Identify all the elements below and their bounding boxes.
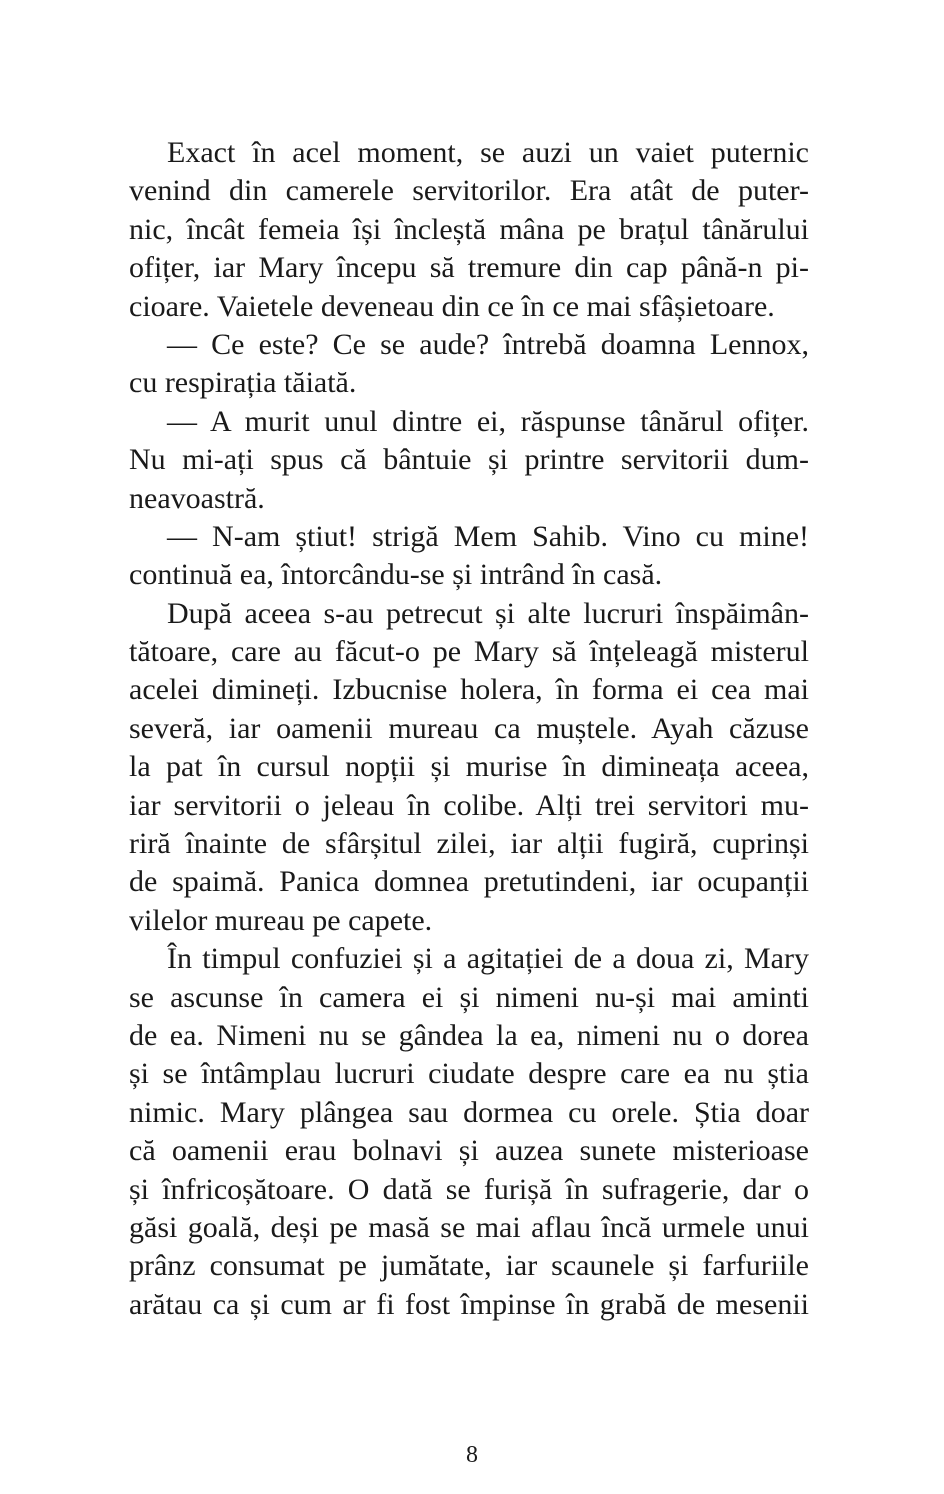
body-text <box>129 134 809 1324</box>
paragraph <box>129 326 809 403</box>
paragraph <box>129 595 809 941</box>
text-line: Exact în acel moment, se auzi un vaiet puternic <box>167 136 809 169</box>
text-line: arătau ca și cum ar fi fost împinse în grabă de mesenii <box>129 1287 809 1321</box>
text-line: severă, iar oamenii mureau ca muștele. Ayah căzuse <box>129 711 809 745</box>
text-line: venind din camerele servitorilor. Era atât de puter- <box>129 174 809 208</box>
text-line: — A murit unul dintre ei, răspunse tânărul ofițer. <box>167 404 809 438</box>
text-line: tătoare, care au făcut-o pe Mary să înțeleagă misterul <box>129 635 809 669</box>
text-line: nic, încât femeia își încleștă mâna pe brațul tânărului <box>129 212 809 246</box>
text-line: de spaimă. Panica domnea pretutindeni, iar ocupanții <box>129 865 809 899</box>
text-line: După aceea s-au petrecut și alte lucruri înspăimân- <box>167 596 809 630</box>
text-line: iar servitorii o jeleau în colibe. Alți trei servitori mu- <box>129 788 809 822</box>
text-line: că oamenii erau bolnavi și auzea sunete misterioase <box>129 1134 809 1168</box>
paragraph <box>129 518 809 595</box>
text-line: riră înainte de sfârșitul zilei, iar alții fugiră, cuprinși <box>129 827 809 861</box>
text-line: și se întâmplau lucruri ciudate despre care ea nu știa <box>129 1057 809 1091</box>
paragraph <box>129 940 809 1324</box>
text-line: acelei dimineți. Izbucnise holera, în forma ei cea mai <box>129 673 809 707</box>
text-line: Nu mi-ați spus că bântuie și printre servitorii dum- <box>129 443 809 477</box>
text-line: — Ce este? Ce se aude? întrebă doamna Lennox, <box>167 327 809 361</box>
text-line: nimic. Mary plângea sau dormea cu orele. Știa doar <box>129 1095 809 1129</box>
paragraph <box>129 134 809 326</box>
text-line: cioare. Vaietele deveneau din ce în ce mai sfâșietoare. <box>129 289 775 323</box>
paragraph <box>129 403 809 518</box>
text-line: În timpul confuziei și a agitației de a doua zi, Mary <box>167 942 809 976</box>
text-line: la pat în cursul nopții și murise în dimineața aceea, <box>129 750 809 784</box>
text-line: găsi goală, deși pe masă se mai aflau încă urmele unui <box>129 1210 809 1244</box>
page-number: 8 <box>466 1442 478 1468</box>
text-line: — N-am știut! strigă Mem Sahib. Vino cu mine! <box>167 519 809 553</box>
text-line: ofițer, iar Mary începu să tremure din cap până-n pi- <box>129 251 809 285</box>
text-line: se ascunse în camera ei și nimeni nu-și mai aminti <box>129 980 809 1014</box>
text-line: cu respirația tăiată. <box>129 366 357 400</box>
text-line: de ea. Nimeni nu se gândea la ea, nimeni nu o dorea <box>129 1018 809 1052</box>
text-line: continuă ea, întorcându-se și intrând în casă. <box>129 558 663 592</box>
text-line: vilelor mureau pe capete. <box>129 903 433 937</box>
text-line: neavoastră. <box>129 481 265 515</box>
text-line: și înfricoșătoare. O dată se furișă în sufragerie, dar o <box>129 1172 809 1206</box>
text-line: prânz consumat pe jumătate, iar scaunele și farfuriile <box>129 1249 809 1283</box>
